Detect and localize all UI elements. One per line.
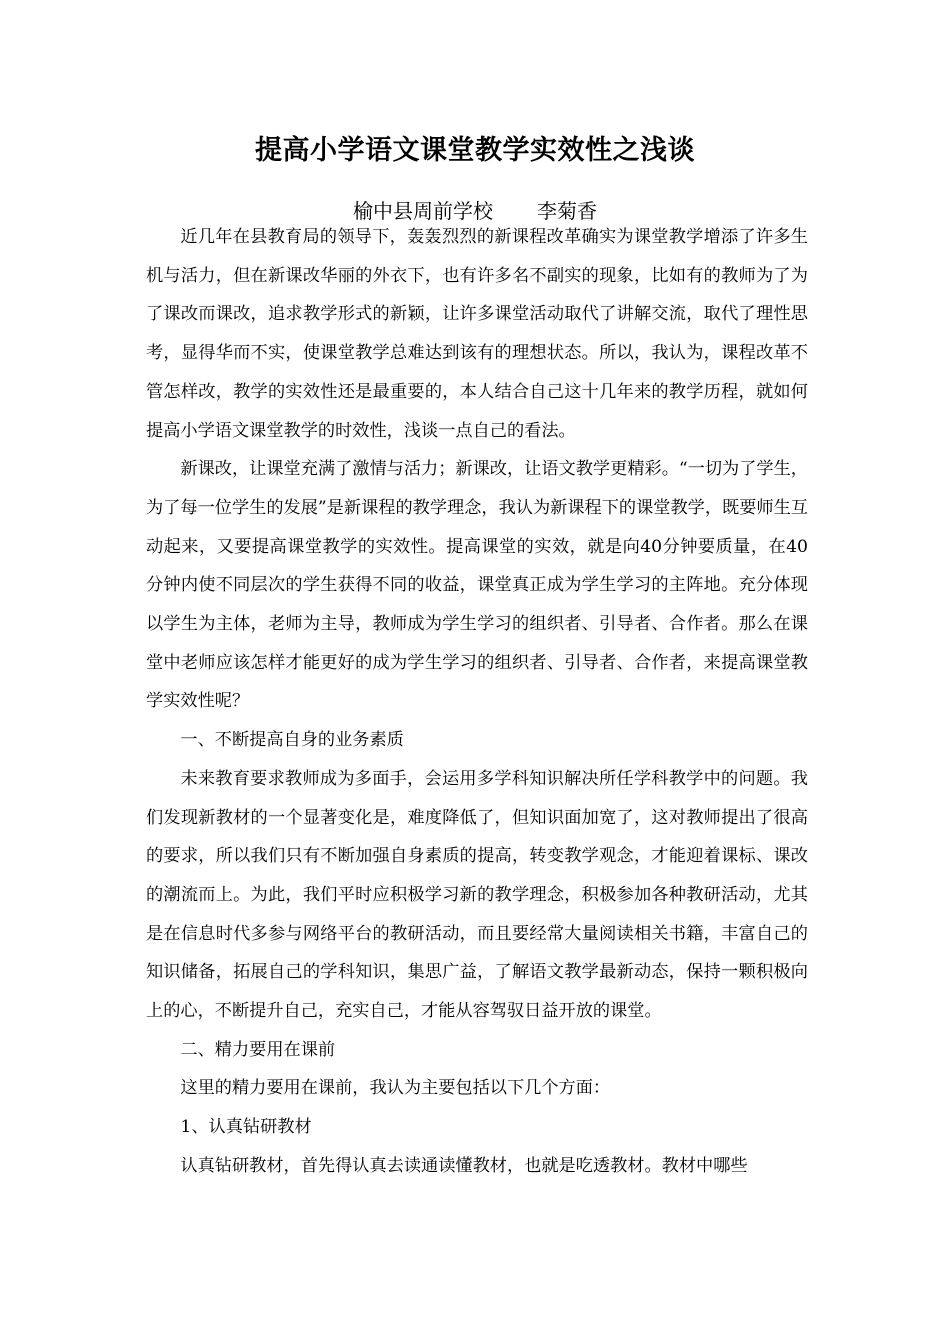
subsection-heading: 1、认真钻研教材 [180,1117,312,1138]
body-paragraph: 认真钻研教材，首先得认真去读通读懂教材，也就是吃透教材。教材中哪些 [180,1155,748,1176]
body-paragraph: 近几年在县教育局的领导下，轰轰烈烈的新课程改革确实为课堂教学增添了许多生机与活力，但在新课改华丽的外衣下，也有许多名不副实的现象，比如有的教师为了为了课改而课改，追求教学形式的新颖，让许多课堂活动取代了讲解交流，取代了理性思考，显得华而不实，使课堂教学总难达到该有的理想状态。所以，我认为，课程改革不管怎样改，教学的实效性还是最重要的，本人结合自己这十几年来的教学历程，就如何提高小学语文课堂教学的时效性，浅谈一点自己的看法。 [146,227,808,441]
body-paragraph: 新课改，让课堂充满了激情与活力；新课改，让语文教学更精彩。“一切为了学生，为了每一位学生的发展”是新课程的教学理念，我认为新课程下的课堂教学，既要师生互动起来，又要提高课堂教学的实效性。提高课堂的实效，就是向40分钟要质量，在40分钟内使不同层次的学生获得不同的收益，课堂真正成为学生学习的主阵地。充分体现以学生为主体，老师为主导，教师成为学生学习的组织者、引导者、合作者。那么在课堂中老师应该怎样才能更好的成为学生学习的组织者、引导者、合作者，来提高课堂教学实效性呢？ [146,459,808,712]
author-school: 榆中县周前学校 [353,199,493,223]
body-paragraph: 未来教育要求教师成为多面手，会运用多学科知识解决所任学科教学中的问题。我们发现新教材的一个显著变化是，难度降低了，但知识面加宽了，这对教师提出了很高的要求，所以我们只有不断加强自身素质的提高，转变教学观念，才能迎着课标、课改的潮流而上。为此，我们平时应积极学习新的教学理念，积极参加各种教研活动，尤其是在信息时代多参与网络平台的教研活动，而且要经常大量阅读相关书籍，丰富自己的知识储备，拓展自己的学科知识，集思广益，了解语文教学最新动态，保持一颗积极向上的心，不断提升自己，充实自己，才能从容驾驭日益开放的课堂。 [146,768,808,1022]
document-title: 提高小学语文课堂教学实效性之浅谈 [255,135,695,166]
body-paragraph: 这里的精力要用在课前，我认为主要包括以下几个方面： [180,1078,611,1099]
author-name: 李菊香 [537,199,597,223]
section-heading: 二、精力要用在课前 [180,1039,336,1060]
section-heading: 一、不断提高自身的业务素质 [180,730,404,751]
document-body [146,218,808,1186]
